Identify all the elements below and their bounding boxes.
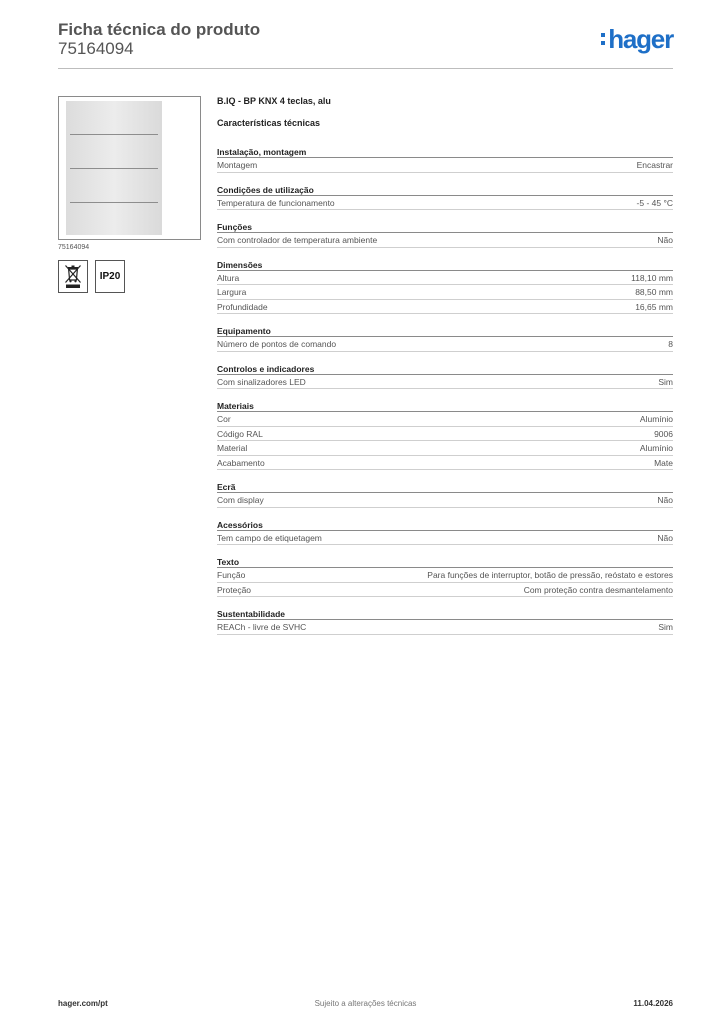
spec-group — [217, 146, 673, 173]
spec-value: Para funções de interruptor, botão de pressão, reóstato e estores — [427, 570, 673, 580]
spec-label: Com controlador de temperatura ambiente — [217, 235, 378, 245]
spec-group-title: Dimensões — [217, 259, 673, 271]
spec-label: Número de pontos de comando — [217, 339, 337, 349]
spec-group-title: Acessórios — [217, 519, 673, 531]
spec-row — [217, 375, 673, 390]
key-separator — [70, 202, 158, 203]
spec-label: Material — [217, 443, 248, 453]
spec-label: Função — [217, 570, 246, 580]
document-header — [58, 20, 673, 70]
section-heading: Características técnicas — [217, 118, 321, 128]
weee-bin-icon — [58, 260, 88, 293]
logo-dots-icon — [601, 31, 605, 47]
spec-value: Mate — [654, 457, 673, 468]
spec-value: 8 — [668, 339, 673, 349]
product-reference: 75164094 — [58, 244, 90, 251]
spec-row — [217, 531, 673, 546]
spec-group — [217, 325, 673, 352]
spec-row — [217, 233, 673, 248]
spec-group — [217, 519, 673, 546]
product-name: B.IQ - BP KNX 4 teclas, alu — [217, 96, 331, 106]
product-image-frame — [58, 96, 201, 240]
spec-row — [217, 337, 673, 352]
spec-label: Temperatura de funcionamento — [217, 197, 335, 208]
spec-content — [217, 96, 673, 646]
spec-value: -5 - 45 °C — [636, 197, 673, 208]
footer-website: hager.com/pt — [58, 999, 108, 1008]
page-footer — [58, 999, 673, 1011]
spec-value: 16,65 mm — [635, 301, 673, 312]
spec-label: REACh - livre de SVHC — [217, 622, 307, 632]
spec-row — [217, 412, 673, 427]
spec-row — [217, 441, 673, 456]
product-image — [66, 101, 162, 235]
spec-group-title: Instalação, montagem — [217, 146, 673, 158]
logo-text: hager — [608, 24, 673, 54]
spec-value: Não — [657, 532, 673, 543]
spec-value: Sim — [658, 622, 673, 632]
spec-value: 88,50 mm — [635, 287, 673, 297]
spec-value: Encastrar — [636, 160, 673, 170]
spec-group-title: Ecrã — [217, 481, 673, 493]
spec-label: Tem campo de etiquetagem — [217, 532, 322, 543]
hager-logo — [601, 26, 673, 52]
key-separator — [70, 134, 158, 135]
spec-row — [217, 196, 673, 211]
ip-rating-badge: IP20 — [95, 260, 125, 293]
spec-group-title: Sustentabilidade — [217, 608, 673, 620]
spec-row — [217, 583, 673, 598]
spec-value: Não — [657, 235, 673, 245]
spec-label: Com display — [217, 495, 264, 505]
spec-group — [217, 400, 673, 470]
spec-label: Profundidade — [217, 301, 268, 312]
spec-group-title: Condições de utilização — [217, 184, 673, 196]
footer-disclaimer: Sujeito a alterações técnicas — [314, 999, 417, 1008]
spec-group-title: Equipamento — [217, 325, 673, 337]
spec-row — [217, 158, 673, 173]
spec-label: Código RAL — [217, 428, 263, 439]
spec-group — [217, 184, 673, 211]
spec-value: Alumínio — [639, 443, 673, 453]
spec-label: Proteção — [217, 584, 252, 595]
spec-value: 9006 — [654, 428, 673, 439]
spec-value: Alumínio — [639, 414, 673, 424]
spec-group — [217, 221, 673, 248]
spec-row — [217, 568, 673, 583]
spec-group-title: Controlos e indicadores — [217, 363, 673, 375]
spec-group — [217, 481, 673, 508]
spec-groups — [217, 146, 673, 635]
spec-group — [217, 363, 673, 390]
spec-group — [217, 259, 673, 315]
spec-label: Com sinalizadores LED — [217, 376, 306, 387]
spec-label: Acabamento — [217, 457, 265, 468]
spec-label: Altura — [217, 272, 240, 283]
spec-value: 118,10 mm — [631, 272, 673, 283]
footer-date: 11.04.2026 — [633, 999, 673, 1008]
page-title: Ficha técnica do produto — [58, 20, 261, 39]
spec-label: Montagem — [217, 160, 258, 170]
spec-row — [217, 620, 673, 635]
spec-value: Sim — [658, 376, 673, 387]
spec-group-title: Texto — [217, 556, 673, 568]
spec-row — [217, 456, 673, 471]
spec-value: Com proteção contra desmantelamento — [523, 584, 673, 595]
spec-value: Não — [657, 495, 673, 505]
spec-group-title: Materiais — [217, 400, 673, 412]
spec-group — [217, 608, 673, 635]
header-divider — [58, 68, 673, 69]
spec-label: Largura — [217, 287, 247, 297]
spec-row — [217, 300, 673, 315]
key-separator — [70, 168, 158, 169]
spec-group — [217, 556, 673, 597]
spec-row — [217, 427, 673, 442]
spec-row — [217, 285, 673, 300]
spec-group-title: Funções — [217, 221, 673, 233]
spec-row — [217, 271, 673, 286]
spec-label: Cor — [217, 414, 231, 424]
product-number: 75164094 — [58, 39, 134, 58]
spec-row — [217, 493, 673, 508]
